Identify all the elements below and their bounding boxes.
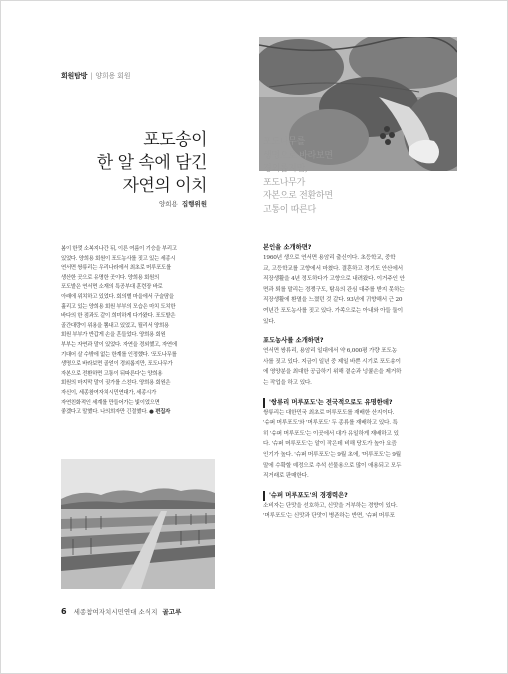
title-line: 포도송이 — [143, 130, 207, 150]
intro-line: 봄이 한껏 소복지나간 뒤, 이른 여름이 기승을 부리고 — [61, 246, 177, 252]
intro-last-line: 좋겠다고 말했다. 나의희자만 긴절했다. — [61, 409, 148, 416]
answer-line: 연서면 쌍류리, 용암리 일대에서 약 6,000평 가량 포도농 — [263, 348, 398, 355]
intro-line: 포도밭은 연서면 소재의 특공부대 훈련장 바로 — [61, 284, 163, 291]
pull-quote-line: 포도나무가 — [263, 177, 305, 188]
section-separator: | — [90, 72, 93, 80]
question-heading: 본인을 소개하면? — [263, 244, 312, 251]
answer-line: 히 '슈퍼 머루포도'는 이곳에서 대가 유일하게 재배하고 있 — [263, 430, 399, 437]
intro-line: 회원 부부가 반갑게 손을 흔들었다. 양희용 회원 — [61, 332, 166, 339]
magazine-name: 골고루 — [162, 608, 182, 616]
answer-line: 1960년 생으로 연서면 용암리 출신이다. 초등학교, 중학 — [263, 255, 396, 261]
pull-quote-line: 포도나무를 — [263, 137, 305, 147]
question-heading: '쌍류리 머루포도'는 전국적으로도 유명한데? — [263, 398, 459, 408]
answer-line: 있다. — [263, 318, 276, 325]
subsection-name: 양희용 회원 — [95, 72, 131, 80]
answer-line: 직거래로 판매한다. — [263, 473, 309, 480]
intro-line: 연서면 쌍류리는 우리나라에서 최초로 머루포도를 — [61, 265, 171, 272]
intro-line: 바다의 한 점과도 같이 희미하게 다가왔다. 포도밭은 — [61, 313, 176, 320]
intro-paragraph — [61, 245, 213, 418]
publisher-name: 세종참여자치시민연대 소식지 — [73, 608, 158, 616]
answer-text — [263, 253, 459, 327]
intro-line: 자연친화적인 세계를 만들어가는 빛이었으면 — [61, 399, 160, 406]
author-name: 양희용 — [158, 200, 178, 208]
title-line: 자연의 이치 — [122, 176, 207, 196]
page-footer — [61, 607, 181, 616]
answer-line: 직장생활을 4년 정도하다가 고향으로 내려왔다. 이거주인 안 — [263, 276, 405, 283]
article-title — [61, 129, 207, 198]
section-header — [61, 71, 130, 81]
answer-line: 에 영양분을 최대한 공급하기 위해 곁순과 넝쿨손을 제거하 — [263, 369, 402, 376]
pull-quote-line: 생명으로 바라보면 — [263, 150, 333, 161]
intro-line: 생명으로 바라보면 골얻이 경외롭지만, 포도나무가 — [61, 361, 173, 368]
pull-quote-line: 경외롭지만, — [263, 164, 308, 175]
answer-line: 직장생활에 환멸을 느꼈던 것 같다. 93년에 귀향해서 근 20 — [263, 297, 403, 304]
intro-line: 골간대량이 위용을 뽐내고 있었고, 될리서 양희용 — [61, 322, 169, 329]
editor-signature: ● 편집자 — [149, 409, 171, 416]
answer-line: 쌍류리는 대한민국 최초로 머루포도를 재배한 산지이다. — [263, 409, 395, 416]
answer-line: 사를 짓고 있다. 지금이 일년 중 제일 바쁜 시기로 포도송이 — [263, 358, 401, 365]
answer-text — [263, 501, 459, 522]
interview-column — [263, 243, 459, 522]
intro-line: 자본으로 전환하면 고통이 뒤따른다'는 양희용 — [61, 370, 163, 377]
intro-line — [61, 408, 213, 418]
section-name: 회원탐방 — [61, 72, 88, 80]
answer-line: 말에 수확할 예정으로 추석 선물용으로 많이 애용되고 모두 — [263, 462, 402, 469]
answer-text — [263, 346, 459, 388]
intro-line: 자신이, 세종참여자치시민연대가, 세종시가 — [61, 389, 157, 396]
title-line: 한 알 속에 담긴 — [96, 153, 207, 173]
pull-quote — [263, 136, 393, 218]
intro-line: 생산한 곳으로 유명한 곳이다. 양희용 회원의 — [61, 274, 160, 281]
answer-line: 소비자는 단맛을 선호하고, 신맛을 거부하는 경향이 있다. — [263, 502, 398, 509]
answer-line: '머루포도'는 신맛과 단맛이 병존하는 반면, '슈퍼 머루포 — [263, 513, 395, 520]
intro-line: 부부는 자연과 말이 있었다. 자연을 경외했고, 자연에 — [61, 341, 177, 348]
pull-quote-line: 자본으로 전환하면 — [263, 191, 333, 202]
intro-line: 기대어 살 수밖에 없는 한계를 인정했다. '포도나무를 — [61, 351, 177, 358]
answer-text — [263, 408, 459, 482]
answer-line: 교, 고등학교를 고향에서 마쳤다. 결혼하고 경기도 안산에서 — [263, 265, 403, 272]
question-heading: '슈퍼 머루포도'의 경쟁력은? — [263, 491, 459, 501]
answer-line: 여년간 포도농사를 짓고 있다. 가족으로는 아내와 아들 둘이 — [263, 307, 403, 314]
answer-line: 인기가 높다. '슈퍼 머루포도'는 9월 초에, '머루포도'는 9월 — [263, 451, 401, 458]
intro-line: 흘리고 있는 양희용 회원 부부의 모습은 마치 도치한 — [61, 303, 176, 310]
author-role: 집행위원 — [181, 200, 207, 208]
intro-line: 회원의 마지막 말이 귓가를 스친다. 양희용 회원은 — [61, 380, 171, 387]
question-heading: 포도농사를 소개하면? — [263, 337, 324, 345]
intro-line: 아래에 위치하고 있었다. 회의별 마을에서 구슬땀을 — [61, 293, 174, 300]
answer-line: 다. '슈퍼 머루포도'는 알이 작은데 비해 당도가 높아 요즘 — [263, 441, 397, 448]
intro-line: 있었다. 양희용 회원이 포도농사를 짓고 있는 세종시 — [61, 255, 176, 262]
byline — [61, 199, 207, 208]
pull-quote-line: 고통이 따른다 — [263, 204, 316, 215]
vineyard-photo-illustration — [61, 459, 215, 589]
vineyard-photo — [61, 459, 215, 589]
answer-line: '슈퍼 머루포도'와 '머루포도' 두 종류를 재배하고 있다. 특 — [263, 420, 398, 427]
answer-line: 면과 퇴를 말리는 경쟁구도, 탐욕의 관심 대주를 받지 못하는 — [263, 286, 405, 293]
page-number: 6 — [61, 607, 67, 616]
answer-line: 는 작업을 하고 있다. — [263, 379, 312, 386]
